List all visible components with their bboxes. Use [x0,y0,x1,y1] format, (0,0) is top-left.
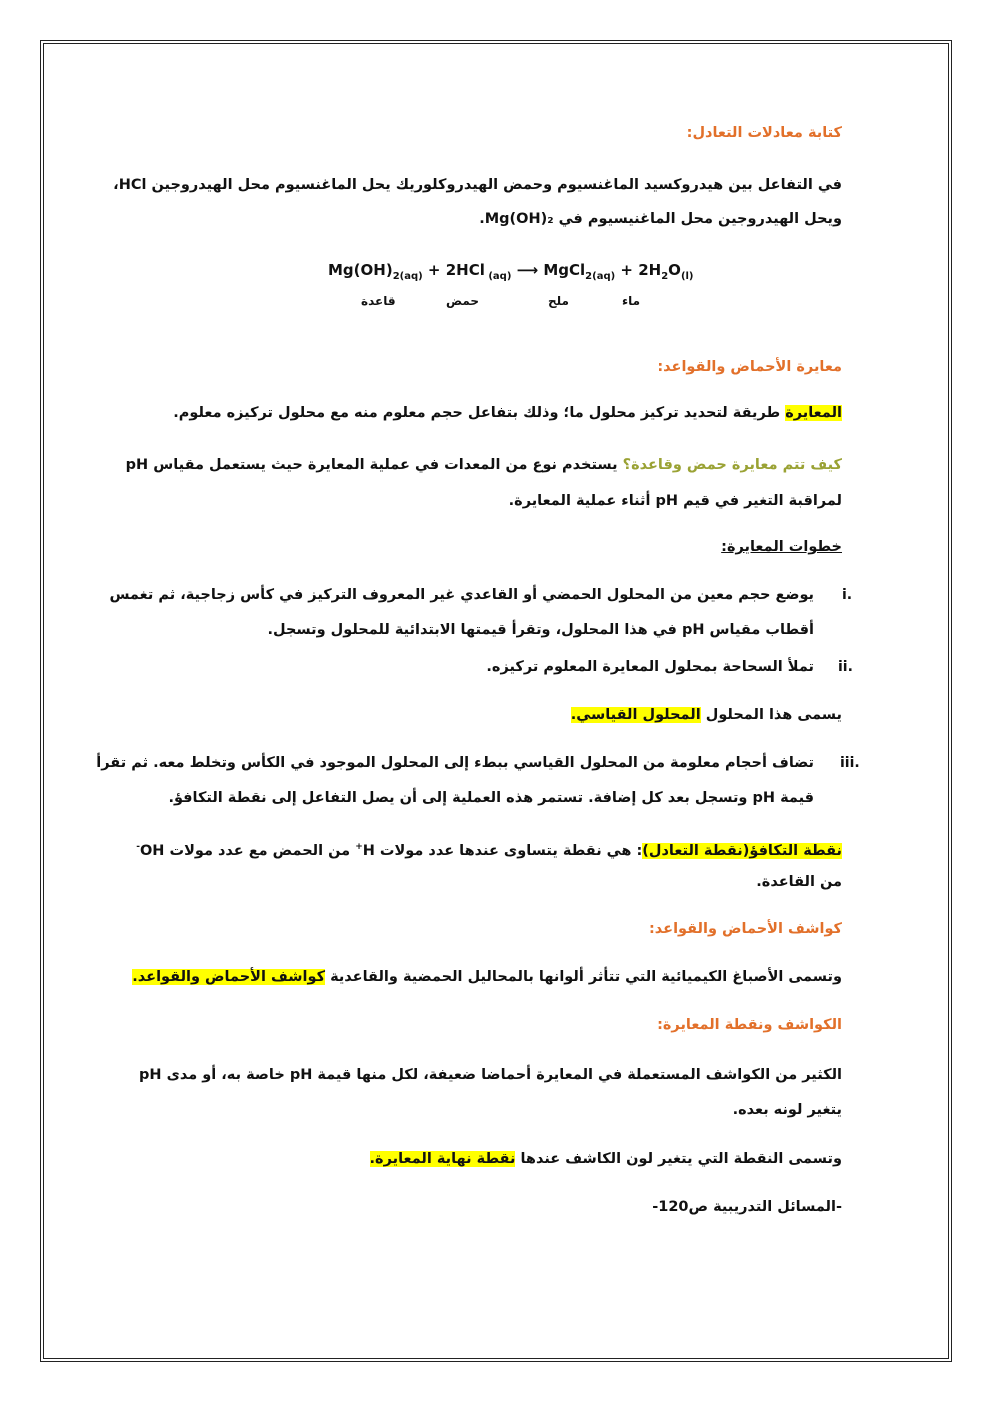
label-acid: حمض [446,294,480,308]
titration-question-line [126,452,842,478]
superscript-minus: - [136,842,140,852]
eq-subscript: (l) [680,271,694,282]
titration-heading: معايرة الأحماض والقواعد: [657,359,842,375]
eq-subscript: 2 [661,271,669,282]
eq-reactant-base: Mg(OH) [328,261,393,279]
practice-problems-reference: -المسائل التدريبية ص120- [652,1199,842,1215]
term-endpoint: نقطة نهاية المعايرة. [369,1151,516,1167]
equivalence-text-b: من الحمض مع عدد مولات OH [139,842,356,859]
titration-answer-text: يستخدم نوع من المعدات في عملية المعايرة حيث يستعمل مقياس pH [125,457,623,473]
step-ii-text: تملأ السحاحة بمحلول المعايرة المعلوم تركيزه. [486,659,814,675]
equivalence-line-2: من القاعدة. [756,874,842,890]
term-equivalence-point: نقطة التكافؤ(نقطة التعادل) [642,842,842,859]
equivalence-line-1 [136,834,842,864]
eq-subscript: 2(aq) [392,271,423,282]
standard-solution-line [571,702,842,728]
neutralization-equation [328,258,694,289]
label-base: قاعدة [361,294,396,308]
term-indicators: كواشف الأحماض والقواعد. [132,969,326,985]
indicators-text: وتسمى الأصباغ الكيميائية التي تتأثر ألوانها بالمحاليل الحمضية والقاعدية [325,969,842,985]
endpoint-heading: الكواشف ونقطة المعايرة: [657,1017,842,1033]
step-number-i: i. [842,587,853,603]
endpoint-line-3 [370,1146,842,1172]
term-standard-solution: المحلول القياسي. [570,707,701,723]
neutralization-line-2: ويحل الهيدروجين محل الماغنيسيوم في Mg(OH)₂. [479,211,842,227]
eq-reactant-acid: + 2HCl [422,261,485,279]
titration-answer-line-2: لمراقبة التغير في قيم pH أثناء عملية المعايرة. [508,493,842,509]
equivalence-text-a: : هي نقطة يتساوى عندها عدد مولات H [362,842,643,859]
neutralization-heading: كتابة معادلات التعادل: [686,125,842,141]
eq-arrow: ⟶ [511,261,544,279]
step-i-line-1: يوضع حجم معين من المحلول الحمضي أو القاعدي غير المعروف التركيز في كأس زجاجية، ثم تغمس [109,587,814,603]
label-salt: ملح [548,294,569,308]
eq-product-water-o: O [668,261,681,279]
eq-subscript: 2(aq) [585,271,616,282]
steps-heading: خطوات المعايرة: [721,539,842,555]
titration-question: كيف تتم معايرة حمض وقاعدة؟ [622,457,842,473]
indicators-text-line [132,964,842,990]
step-iii-line-1: تضاف أحجام معلومة من المحلول القياسي ببطء إلى المحلول الموجود في الكأس وتخلط معه. ثم تقرأ [96,755,814,771]
endpoint-line-1: الكثير من الكواشف المستعملة في المعايرة أحماضا ضعيفة، لكل منها قيمة pH خاصة به، أو مدى pH [139,1067,842,1083]
step-i-line-2: أقطاب مقياس pH في هذا المحلول، وتقرأ قيمتها الابتدائية للمحلول وتسجل. [267,622,814,638]
label-water: ماء [622,294,641,308]
titration-definition-text: طريقة لتحديد تركيز محلول ما؛ وذلك بتفاعل حجم معلوم منه مع محلول تركيزه معلوم. [173,405,786,421]
neutralization-line-1: في التفاعل بين هيدروكسيد الماغنسيوم وحمض الهيدروكلوريك يحل الماغنسيوم محل الهيدروجين HCl، [113,177,842,193]
step-number-iii: iii. [840,755,860,771]
step-number-ii: ii. [838,659,853,675]
standard-solution-prefix: يسمى هذا المحلول [700,707,842,723]
titration-definition [173,400,842,426]
endpoint-line-2: يتغير لونه بعده. [732,1102,842,1118]
superscript-plus: + [355,842,363,852]
endpoint-text: وتسمى النقطة التي يتغير لون الكاشف عندها [515,1151,842,1167]
step-iii-line-2: قيمة pH وتسجل بعد كل إضافة. تستمر هذه العملية إلى أن يصل التفاعل إلى نقطة التكافؤ. [168,790,814,806]
eq-subscript: (aq) [484,271,512,282]
eq-product-salt: MgCl [543,261,586,279]
indicators-heading: كواشف الأحماض والقواعد: [648,921,842,937]
term-titration: المعايرة [785,405,842,421]
eq-product-water: + 2H [615,261,662,279]
